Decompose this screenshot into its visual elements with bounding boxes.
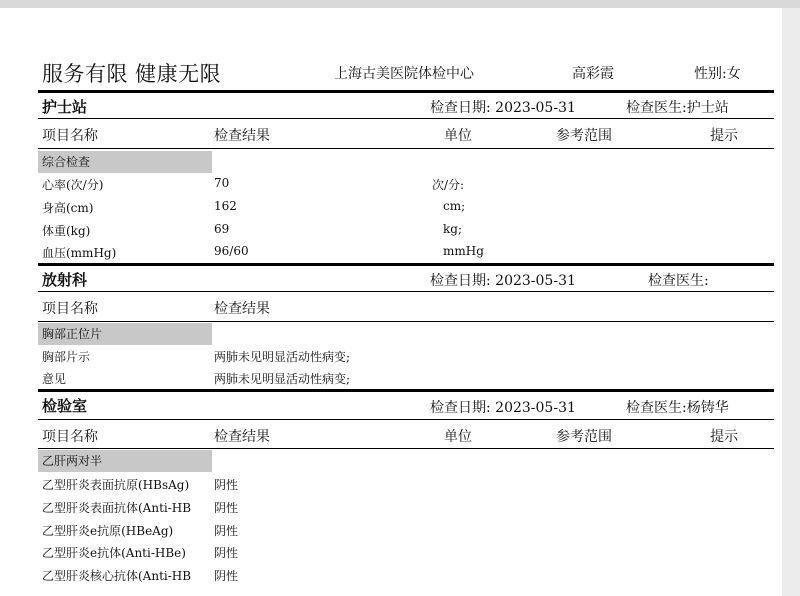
column-header-item: 项目名称: [42, 128, 98, 144]
column-header-rule: [38, 448, 774, 449]
section-title-nurse-station: 护士站: [42, 98, 88, 116]
column-header-hint: 提示: [710, 128, 738, 144]
table-row-item: 乙型肝炎表面抗体(Anti-HB: [42, 501, 192, 515]
table-row-item: 身高(cm): [42, 201, 94, 215]
table-row-result: 70: [214, 176, 230, 190]
table-row-result: 69: [214, 222, 230, 236]
column-header-result: 检查结果: [214, 128, 270, 144]
section-exam-doctor: 检查医生:护士站: [626, 100, 729, 116]
table-row-item: 乙型肝炎e抗原(HBeAg): [42, 524, 174, 538]
section-top-rule: [38, 263, 774, 266]
section-exam-date: 检查日期: 2023-05-31: [430, 400, 576, 416]
table-row-unit: mmHg: [443, 244, 484, 258]
report-slogan: 服务有限 健康无限: [42, 62, 222, 86]
column-header-result: 检查结果: [214, 301, 270, 317]
table-row-item: 胸部片示: [42, 350, 91, 364]
right-scroll-gutter[interactable]: [782, 8, 800, 596]
table-row-unit: 次/分:: [432, 178, 465, 192]
column-header-item: 项目名称: [42, 429, 98, 445]
patient-gender: 性别:女: [694, 66, 741, 82]
table-row-result: 阴性: [214, 546, 239, 560]
table-row-result: 162: [214, 199, 237, 213]
section-exam-doctor: 检查医生:: [648, 273, 709, 289]
section-divider: [38, 118, 774, 119]
column-header-item: 项目名称: [42, 301, 98, 317]
column-header-result: 检查结果: [214, 429, 270, 445]
section-exam-doctor: 检查医生:杨铸华: [626, 400, 729, 416]
group-label: 胸部正位片: [38, 323, 212, 345]
column-header-unit: 单位: [444, 429, 472, 445]
section-title-laboratory: 检验室: [42, 397, 88, 415]
section-top-rule: [38, 90, 774, 93]
table-row-item: 血压(mmHg): [42, 246, 117, 260]
section-title-radiology: 放射科: [42, 271, 88, 289]
table-row-result: 阴性: [214, 569, 239, 583]
table-row-result: 阴性: [214, 501, 239, 515]
table-row-item: 心率(次/分): [42, 178, 104, 192]
table-row-result: 阴性: [214, 478, 239, 492]
column-header-hint: 提示: [710, 429, 738, 445]
table-row-item: 乙型肝炎e抗体(Anti-HBe): [42, 546, 186, 560]
table-row-result: 阴性: [214, 524, 239, 538]
table-row-result: 两肺未见明显活动性病变;: [214, 372, 351, 386]
table-row-item: 乙型肝炎表面抗原(HBsAg): [42, 478, 190, 492]
column-header-rule: [38, 148, 774, 149]
section-exam-date: 检查日期: 2023-05-31: [430, 100, 576, 116]
table-row-unit: cm;: [443, 199, 466, 213]
column-header-rule: [38, 321, 774, 322]
section-top-rule: [38, 389, 774, 392]
patient-name: 高彩霞: [572, 66, 614, 82]
section-exam-date: 检查日期: 2023-05-31: [430, 273, 576, 289]
top-border-bar: [0, 0, 800, 8]
table-row-result: 96/60: [214, 244, 249, 258]
section-divider: [38, 419, 774, 420]
table-row-item: 意见: [42, 372, 67, 386]
group-label: 综合检查: [38, 151, 212, 173]
column-header-range: 参考范围: [556, 429, 612, 445]
column-header-range: 参考范围: [556, 128, 612, 144]
column-header-unit: 单位: [444, 128, 472, 144]
group-label: 乙肝两对半: [38, 450, 212, 472]
section-divider: [38, 291, 774, 292]
table-row-result: 两肺未见明显活动性病变;: [214, 350, 351, 364]
table-row-unit: kg;: [443, 222, 462, 236]
institution-name: 上海古美医院体检中心: [334, 66, 474, 82]
table-row-item: 乙型肝炎核心抗体(Anti-HB: [42, 569, 192, 583]
table-row-item: 体重(kg): [42, 224, 91, 238]
